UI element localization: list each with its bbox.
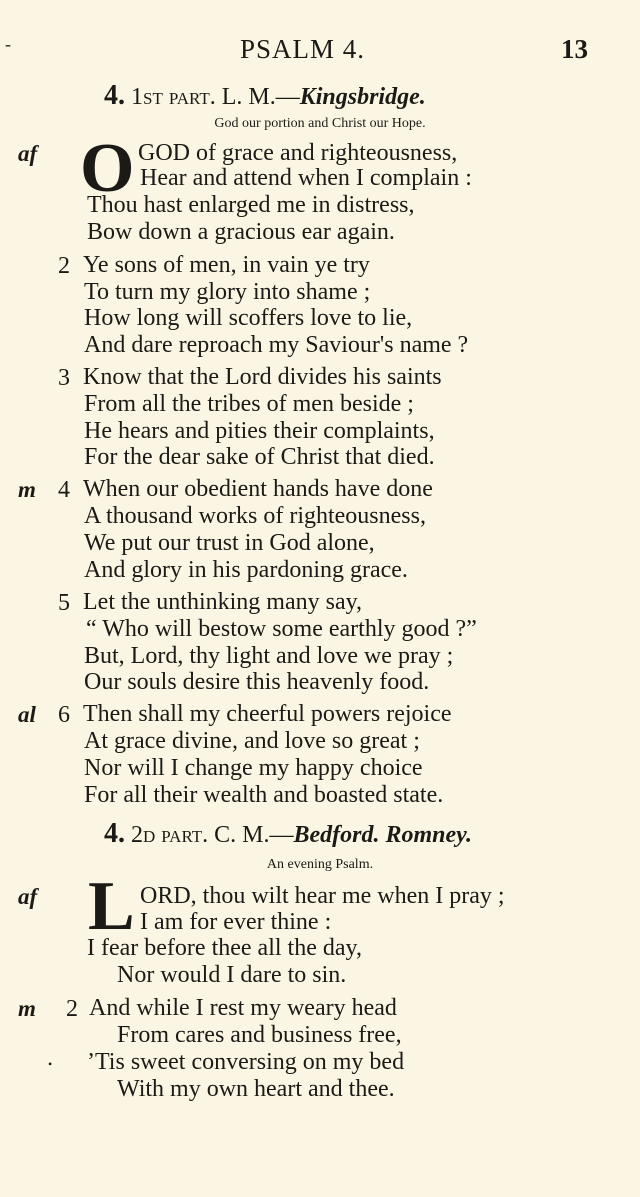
hymn1-part: 1st part. bbox=[131, 84, 216, 110]
verse-line: GOD of grace and righteousness, bbox=[138, 140, 458, 166]
corner-mark: - bbox=[5, 34, 11, 54]
verse-line: Know that the Lord divides his saints bbox=[83, 364, 442, 390]
hymn1-number: 4. bbox=[104, 80, 125, 111]
hymn2-number: 4. bbox=[104, 818, 125, 849]
verse-line: How long will scoffers love to lie, bbox=[84, 305, 413, 331]
hymn1-dropcap: O bbox=[80, 130, 135, 207]
verse-line: ORD, thou wilt hear me when I pray ; bbox=[140, 883, 505, 909]
verse-line: A thousand works of righteousness, bbox=[84, 503, 426, 529]
verse-line: From all the tribes of men beside ; bbox=[84, 391, 414, 417]
verse-line: Thou hast enlarged me in distress, bbox=[87, 192, 415, 218]
verse-line: Ye sons of men, in vain ye try bbox=[83, 252, 370, 278]
verse-line: To turn my glory into shame ; bbox=[84, 279, 371, 305]
hymn2-dropcap: L bbox=[88, 868, 135, 945]
verse-line: Nor would I dare to sin. bbox=[117, 962, 347, 988]
performance-mark: al bbox=[18, 702, 36, 727]
bullet-mark: • bbox=[48, 1057, 53, 1071]
verse-line: Our souls desire this heavenly food. bbox=[84, 669, 430, 695]
verse-line: From cares and business free, bbox=[117, 1022, 402, 1048]
verse-line: “ Who will bestow some earthly good ?” bbox=[86, 616, 477, 642]
verse-line: But, Lord, thy light and love we pray ; bbox=[84, 643, 454, 669]
verse-number: 6 bbox=[58, 702, 70, 728]
hymn2-meter: C. M.— bbox=[214, 822, 294, 848]
hymn1-tune: Kingsbridge. bbox=[299, 84, 426, 110]
hymn1-subtitle: God our portion and Christ our Hope. bbox=[214, 116, 426, 131]
verse-line: Let the unthinking many say, bbox=[83, 589, 363, 615]
verse-line: When our obedient hands have done bbox=[83, 476, 433, 502]
verse-line: ’Tis sweet conversing on my bed bbox=[87, 1049, 405, 1075]
verse-number: 2 bbox=[66, 996, 78, 1022]
verse-line: For the dear sake of Christ that died. bbox=[84, 444, 435, 470]
performance-mark: m bbox=[18, 996, 36, 1021]
page-title: PSALM 4. bbox=[240, 34, 366, 64]
verse-line: He hears and pities their complaints, bbox=[84, 418, 435, 444]
verse-line: And dare reproach my Saviour's name ? bbox=[84, 332, 469, 358]
verse-line: Hear and attend when I complain : bbox=[140, 165, 472, 191]
page-number: 13 bbox=[561, 34, 588, 64]
verse-line: Bow down a gracious ear again. bbox=[87, 219, 395, 245]
verse-line: Nor will I change my happy choice bbox=[84, 755, 423, 781]
verse-line: And glory in his pardoning grace. bbox=[84, 557, 408, 583]
verse-line: I fear before thee all the day, bbox=[87, 935, 362, 961]
hymn2-part: 2d part. bbox=[131, 822, 209, 848]
verse-line: With my own heart and thee. bbox=[117, 1076, 395, 1102]
hymn1-heading bbox=[0, 80, 640, 112]
verse-line: At grace divine, and love so great ; bbox=[84, 728, 420, 754]
verse-number: 3 bbox=[58, 365, 70, 391]
verse-number: 2 bbox=[58, 253, 70, 279]
running-head bbox=[0, 34, 640, 68]
performance-mark: m bbox=[18, 477, 36, 502]
performance-mark: af bbox=[18, 884, 38, 909]
verse-line: Then shall my cheerful powers rejoice bbox=[83, 701, 452, 727]
verse-line: I am for ever thine : bbox=[140, 909, 332, 935]
verse-number: 4 bbox=[58, 477, 70, 503]
verse-line: For all their wealth and boasted state. bbox=[84, 782, 444, 808]
performance-mark: af bbox=[18, 141, 38, 166]
hymn1-meter: L. M.— bbox=[221, 84, 300, 110]
verse-number: 5 bbox=[58, 590, 70, 616]
verse-line: We put our trust in God alone, bbox=[84, 530, 375, 556]
verse-line: And while I rest my weary head bbox=[89, 995, 397, 1021]
hymn2-subtitle: An evening Psalm. bbox=[266, 857, 374, 872]
hymn2-heading bbox=[0, 818, 640, 850]
hymn2-tune: Bedford. Romney. bbox=[293, 822, 472, 848]
